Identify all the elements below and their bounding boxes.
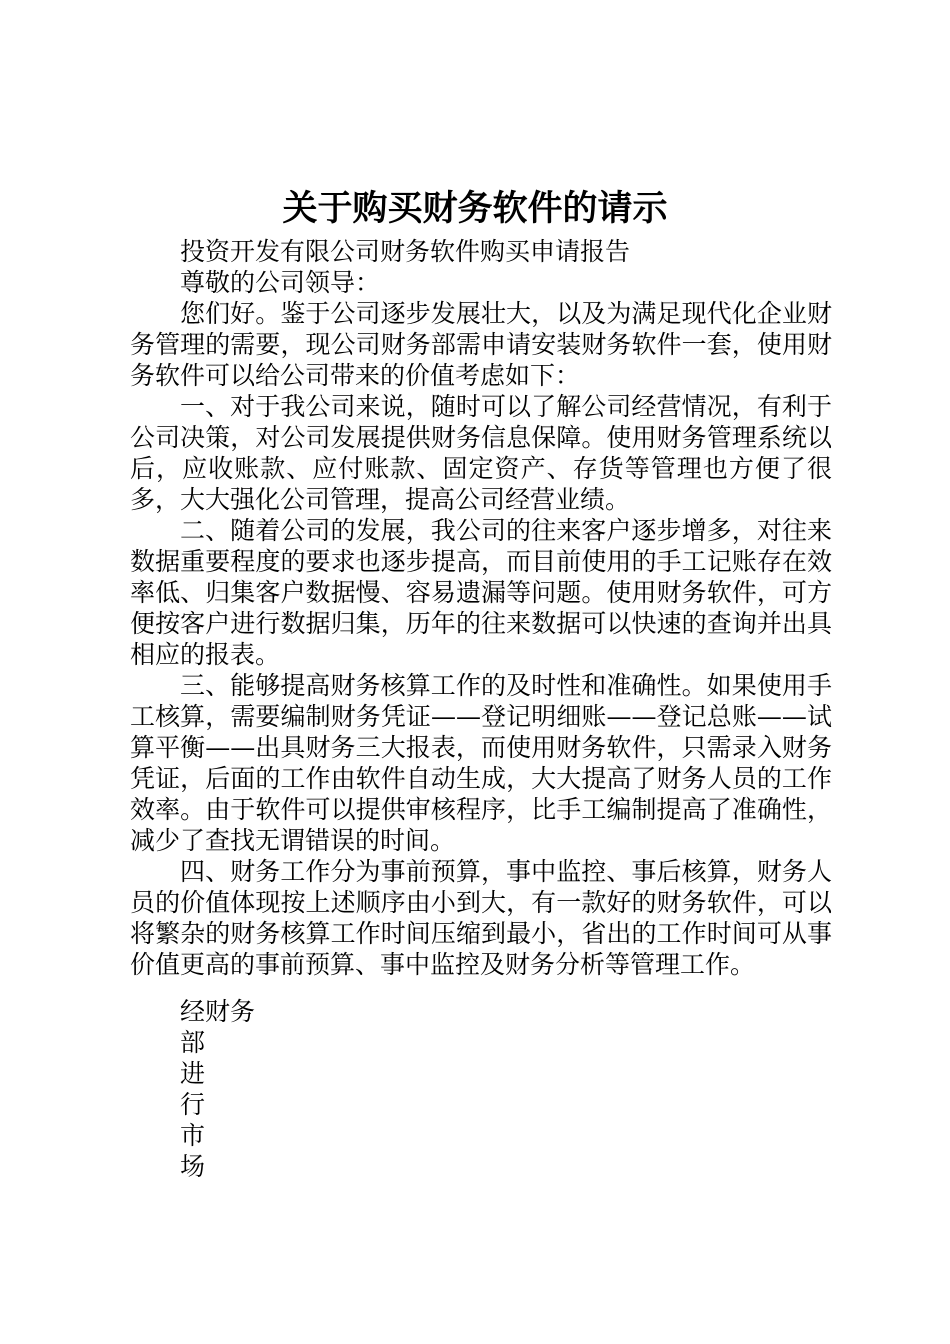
paragraph-point-4: 四、财务工作分为事前预算，事中监控、事后核算，财务人员的价值体现按上述顺序由小到大，有一款好的财务软件，可以将繁杂的财务核算工作时间压缩到最小，省出的工作时间可从事价值更高的事前预算、事中监控及财务分析等管理工作。	[130, 857, 832, 979]
closing-line: 场	[180, 1152, 206, 1181]
paragraph-subtitle: 投资开发有限公司财务软件购买申请报告	[180, 237, 631, 266]
closing-line: 经财务	[180, 997, 256, 1026]
closing-line: 进	[180, 1059, 206, 1088]
document-title: 关于购买财务软件的请示	[282, 189, 668, 229]
closing-line: 市	[180, 1121, 206, 1150]
paragraph-salutation: 尊敬的公司领导：	[180, 268, 381, 297]
document-body	[130, 236, 832, 980]
closing-line: 部	[180, 1028, 206, 1057]
paragraph-point-1: 一、对于我公司来说，随时可以了解公司经营情况，有利于公司决策，对公司发展提供财务信息保障。使用财务管理系统以后，应收账款、应付账款、固定资产、存货等管理也方便了很多，大大强化公司管理，提高公司经营业绩。	[130, 392, 832, 514]
closing-line: 行	[180, 1090, 206, 1119]
paragraph-point-2: 二、随着公司的发展，我公司的往来客户逐步增多，对往来数据重要程度的要求也逐步提高，而目前使用的手工记账存在效率低、归集客户数据慢、容易遗漏等问题。使用财务软件，可方便按客户进行数据归集，历年的往来数据可以快速的查询并出具相应的报表。	[130, 516, 832, 669]
paragraph-intro: 您们好。鉴于公司逐步发展壮大，以及为满足现代化企业财务管理的需要，现公司财务部需申请安装财务软件一套，使用财务软件可以给公司带来的价值考虑如下：	[130, 299, 832, 390]
closing-block	[180, 996, 300, 1182]
paragraph-point-3: 三、能够提高财务核算工作的及时性和准确性。如果使用手工核算，需要编制财务凭证——登记明细账——登记总账——试算平衡——出具财务三大报表，而使用财务软件，只需录入财务凭证，后面的工作由软件自动生成，大大提高了财务人员的工作效率。由于软件可以提供审核程序，比手工编制提高了准确性，减少了查找无谓错误的时间。	[130, 671, 832, 855]
